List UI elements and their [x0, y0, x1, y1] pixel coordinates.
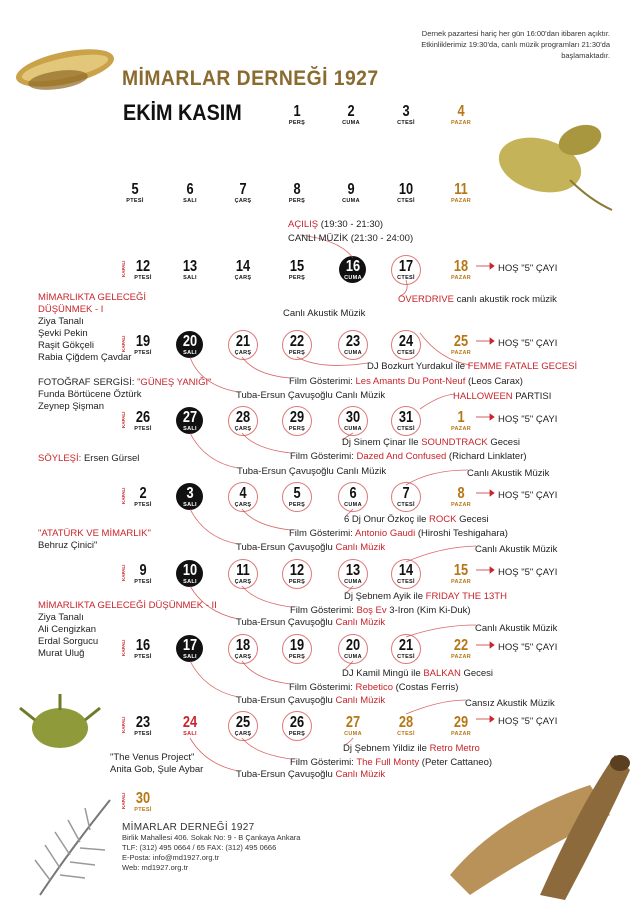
weekday-label: CTESİ: [397, 120, 415, 126]
event-text: Dj Şebnem Yildiz ile Retro Metro: [343, 743, 480, 754]
event-text: Tuba-Ersun Çavuşoğlu Canlı Müzik: [236, 695, 386, 706]
weekday-label: ÇARŞ: [234, 198, 252, 204]
calendar-day: [391, 103, 421, 127]
day-number: 2: [139, 485, 147, 502]
event-text: Film Gösterimi: Rebetico (Costas Ferris): [289, 682, 459, 693]
weekday-label: PTESİ: [134, 502, 152, 508]
weekday-label: CTESİ: [397, 350, 415, 356]
weekday-label: PAZAR: [450, 120, 472, 126]
event-text: Cansız Akustik Müzik: [465, 698, 555, 709]
weekday-label: CTESİ: [397, 731, 415, 737]
day-number: 30: [345, 409, 361, 426]
day-number: 23: [135, 714, 151, 731]
closed-label: KAPALI: [121, 716, 126, 733]
weekday-label: PERŞ: [288, 350, 306, 356]
section-line: "The Venus Project": [110, 752, 195, 763]
tea-event-label: HOŞ "5" ÇAYI: [498, 642, 558, 653]
footer-name: MİMARLAR DERNEĞİ 1927: [122, 822, 255, 833]
notice-line-3: başlamaktadır.: [561, 51, 610, 60]
weekday-label: PERŞ: [288, 579, 306, 585]
event-text: CANLI MÜZİK (21:30 - 24:00): [288, 233, 414, 244]
day-number: 17: [182, 637, 198, 654]
weekday-label: PTESİ: [134, 350, 152, 356]
event-text: Tuba-Ersun Çavuşoğlu Canlı Müzik: [237, 466, 387, 477]
weekday-label: PAZAR: [450, 579, 472, 585]
weekday-label: ÇARŞ: [234, 426, 252, 432]
day-number: 15: [289, 258, 305, 275]
day-number: 20: [345, 637, 361, 654]
closed-label: KAPALI: [121, 260, 126, 277]
day-number: 8: [457, 485, 465, 502]
section-line: Erdal Sorgucu: [38, 636, 99, 647]
weekday-label: CUMA: [344, 731, 362, 737]
weekday-label: PAZAR: [450, 426, 472, 432]
event-text: Film Gösterimi: The Full Monty (Peter Cattaneo): [290, 757, 493, 768]
weekday-label: CTESİ: [397, 579, 415, 585]
tea-event-label: HOŞ "5" ÇAYI: [498, 716, 558, 727]
day-number: 14: [235, 258, 251, 275]
weekday-label: PTESİ: [134, 654, 152, 660]
footer-phone: TLF: (312) 495 0664 / 65 FAX: (312) 495 0666: [122, 843, 277, 852]
weekday-label: ÇARŞ: [234, 502, 252, 508]
calendar-day: [228, 562, 258, 586]
event-text: Canlı Akustik Müzik: [283, 308, 366, 319]
weekday-label: PTESİ: [134, 579, 152, 585]
closed-label: KAPALI: [121, 792, 126, 809]
page-title: MİMARLAR DERNEĞİ 1927: [122, 67, 379, 90]
weekday-label: PERŞ: [288, 654, 306, 660]
day-number: 10: [398, 181, 414, 198]
calendar-day: [338, 409, 368, 433]
calendar-day: [336, 181, 366, 205]
event-text: Dj Şebnem Ayik ile FRIDAY THE 13TH: [344, 591, 507, 602]
day-number: 19: [135, 333, 151, 350]
section-line: Ali Cengizkan: [38, 624, 97, 635]
calendar-day: [391, 409, 421, 433]
day-number: 28: [235, 409, 251, 426]
weekday-label: CUMA: [342, 120, 360, 126]
closed-label: KAPALI: [121, 487, 126, 504]
day-number: 5: [131, 181, 139, 198]
program-section: [38, 453, 139, 465]
calendar-day: [175, 258, 205, 282]
event-text: Film Gösterimi: Antonio Gaudi (Hiroshi Teshigahara): [289, 528, 508, 539]
day-number: 31: [398, 409, 414, 426]
day-number: 18: [453, 258, 469, 275]
calendar-day: [175, 181, 205, 205]
day-number: 22: [453, 637, 469, 654]
section-line: MİMARLIKTA GELECEĞİ: [38, 292, 147, 303]
notice-line-2: Etkinliklerimiz 19:30'da, canlı müzik programları 21:30'da: [421, 40, 610, 49]
weekday-label: CUMA: [344, 350, 362, 356]
day-number: 11: [236, 562, 250, 579]
day-number: 4: [457, 103, 465, 120]
weekday-label: PTESİ: [134, 731, 152, 737]
event-text: Canlı Akustik Müzik: [467, 468, 550, 479]
weekday-label: PTESİ: [126, 198, 144, 204]
weekday-label: PAZAR: [450, 350, 472, 356]
day-number: 29: [289, 409, 305, 426]
calendar-day: [128, 485, 158, 509]
day-number: 15: [453, 562, 469, 579]
closed-label: KAPALI: [121, 639, 126, 656]
calendar-day: [175, 714, 205, 738]
day-number: 27: [345, 714, 361, 731]
footer: [122, 823, 300, 873]
event-text: Canlı Akustik Müzik: [475, 623, 558, 634]
footer-address: Birlik Mahallesi 406. Sokak No: 9 - B Çankaya Ankara: [122, 833, 301, 842]
calendar-day: [282, 258, 312, 282]
calendar-day: [228, 258, 258, 282]
day-number: 25: [453, 333, 469, 350]
section-line: FOTOĞRAF SERGİSİ: "GÜNEŞ YANIĞI": [38, 377, 212, 388]
day-number: 21: [235, 333, 251, 350]
weekday-label: CUMA: [344, 275, 362, 281]
calendar-day: [228, 409, 258, 433]
day-number: 14: [398, 562, 414, 579]
calendar-day: [120, 181, 150, 205]
day-number: 25: [235, 714, 251, 731]
event-text: Tuba-Ersun Çavuşoğlu Canlı Müzik: [236, 390, 386, 401]
event-text: HALLOWEEN PARTISI: [453, 391, 552, 402]
day-number: 26: [289, 714, 305, 731]
day-number: 2: [347, 103, 355, 120]
notice-line-1: Dernek pazartesi hariç her gün 16:00'dan itibaren açıktır.: [421, 29, 610, 38]
day-number: 30: [135, 790, 151, 807]
calendar-day: [391, 333, 421, 357]
weekday-label: SALI: [183, 654, 197, 660]
closed-label: KAPALI: [121, 335, 126, 352]
section-line: Ziya Tanalı: [38, 316, 84, 327]
calendar-day: [338, 714, 368, 738]
calendar-day: [446, 103, 476, 127]
event-text: Tuba-Ersun Çavuşoğlu Canlı Müzik: [236, 542, 386, 553]
section-line: Raşit Gökçeli: [38, 340, 94, 351]
section-line: DÜŞÜNMEK - I: [38, 304, 104, 315]
calendar-day: [391, 181, 421, 205]
weekday-label: PERŞ: [288, 731, 306, 737]
event-text: Film Gösterimi: Dazed And Confused (Richard Linklater): [290, 451, 527, 462]
day-number: 12: [289, 562, 305, 579]
day-number: 27: [182, 409, 198, 426]
weekday-label: CUMA: [344, 502, 362, 508]
calendar-day: [391, 714, 421, 738]
calendar-day: [338, 258, 368, 282]
calendar-day: [446, 333, 476, 357]
event-text: Film Gösterimi: Boş Ev 3-Iron (Kim Ki-Duk): [290, 605, 471, 616]
footer-email[interactable]: E-Posta: info@md1927.org.tr: [122, 853, 220, 862]
event-text: AÇILIŞ (19:30 - 21:30): [288, 219, 384, 230]
section-line: Rabia Çiğdem Çavdar: [38, 352, 132, 363]
closed-label: KAPALI: [121, 411, 126, 428]
day-number: 23: [345, 333, 361, 350]
weekday-label: PAZAR: [450, 731, 472, 737]
day-number: 16: [345, 258, 361, 275]
day-number: 24: [182, 714, 198, 731]
calendar-day: [282, 409, 312, 433]
weekday-label: PAZAR: [450, 502, 472, 508]
tea-event-label: HOŞ "5" ÇAYI: [498, 263, 558, 274]
calendar-day: [228, 714, 258, 738]
calendar-day: [228, 181, 258, 205]
weekday-label: SALI: [183, 579, 197, 585]
weekday-label: PERŞ: [288, 198, 306, 204]
event-text: DJ Bozkurt Yurdakul ile FEMME FATALE GECESİ: [367, 361, 578, 372]
weekday-label: ÇARŞ: [234, 275, 252, 281]
weekday-label: ÇARŞ: [234, 579, 252, 585]
day-number: 10: [182, 562, 198, 579]
weekday-label: PERŞ: [288, 426, 306, 432]
section-line: Funda Börtücene Öztürk: [38, 389, 142, 400]
calendar-day: [282, 181, 312, 205]
calendar-day: [391, 485, 421, 509]
calendar-day: [175, 333, 205, 357]
weekday-label: PERŞ: [288, 120, 306, 126]
weekday-label: CUMA: [344, 579, 362, 585]
calendar-day: [446, 485, 476, 509]
weekday-label: ÇARŞ: [234, 654, 252, 660]
section-line: Murat Uluğ: [38, 648, 85, 659]
event-text: Tuba-Ersun Çavuşoğlu Canlı Müzik: [236, 769, 386, 780]
weekday-label: SALI: [183, 426, 197, 432]
weekday-label: CTESİ: [397, 198, 415, 204]
day-number: 21: [398, 637, 414, 654]
program-section: [38, 377, 212, 413]
day-number: 28: [398, 714, 414, 731]
calendar-day: [175, 485, 205, 509]
tea-event-label: HOŞ "5" ÇAYI: [498, 567, 558, 578]
day-number: 4: [239, 485, 247, 502]
day-number: 16: [135, 637, 151, 654]
section-line: SÖYLEŞİ: Ersen Gürsel: [38, 453, 140, 464]
section-line: "ATATÜRK VE MİMARLIK": [38, 528, 151, 539]
calendar-day: [228, 637, 258, 661]
weekday-label: SALI: [183, 198, 197, 204]
day-number: 19: [289, 637, 305, 654]
weekday-label: CTESİ: [397, 275, 415, 281]
day-number: 6: [186, 181, 194, 198]
weekday-label: CTESİ: [397, 502, 415, 508]
calendar-day: [282, 485, 312, 509]
event-text: Tuba-Ersun Çavuşoğlu Canlı Müzik: [236, 617, 386, 628]
program-section: [38, 292, 146, 364]
day-number: 24: [398, 333, 414, 350]
tea-event-label: HOŞ "5" ÇAYI: [498, 414, 558, 425]
program-section: [38, 528, 151, 552]
weekday-label: CTESİ: [397, 654, 415, 660]
day-number: 5: [293, 485, 301, 502]
day-number: 17: [398, 258, 414, 275]
event-text: OVERDRIVE canlı akustik rock müzik: [398, 294, 557, 305]
calendar-day: [446, 562, 476, 586]
day-number: 7: [239, 181, 247, 198]
calendar-day: [282, 637, 312, 661]
event-text: 6 Dj Onur Özkoç ile ROCK Gecesi: [344, 514, 489, 525]
weekday-label: CUMA: [342, 198, 360, 204]
calendar-day: [446, 714, 476, 738]
section-line: MİMARLIKTA GELECEĞİ DÜŞÜNMEK - II: [38, 600, 217, 611]
calendar-day: [391, 562, 421, 586]
tea-event-label: HOŞ "5" ÇAYI: [498, 490, 558, 501]
calendar-day: [446, 181, 476, 205]
weekday-label: PAZAR: [450, 198, 472, 204]
weekday-label: SALI: [183, 350, 197, 356]
weekday-label: CTESİ: [397, 426, 415, 432]
calendar-day: [282, 562, 312, 586]
tea-event-label: HOŞ "5" ÇAYI: [498, 338, 558, 349]
weekday-label: PERŞ: [288, 275, 306, 281]
day-number: 13: [182, 258, 198, 275]
weekday-label: PAZAR: [450, 654, 472, 660]
section-line: Ziya Tanalı: [38, 612, 84, 623]
weekday-label: SALI: [183, 502, 197, 508]
weekday-label: ÇARŞ: [234, 731, 252, 737]
event-text: DJ Kamil Mingü ile BALKAN Gecesi: [342, 668, 494, 679]
calendar-day: [391, 637, 421, 661]
day-number: 1: [293, 103, 301, 120]
day-number: 29: [453, 714, 469, 731]
day-number: 20: [182, 333, 198, 350]
day-number: 3: [186, 485, 194, 502]
calendar-day: [391, 258, 421, 282]
day-number: 22: [289, 333, 305, 350]
months-heading: EKİM KASIM: [123, 100, 242, 125]
event-text: Film Gösterimi: Les Amants Du Pont-Neuf (Leos Carax): [289, 376, 523, 387]
event-text: Canlı Akustik Müzik: [475, 544, 558, 555]
section-line: Anita Gob, Şule Aybar: [110, 764, 204, 775]
weekday-label: PTESİ: [134, 807, 152, 813]
calendar-day: [446, 258, 476, 282]
day-number: 8: [293, 181, 301, 198]
weekday-label: SALI: [183, 731, 197, 737]
day-number: 3: [402, 103, 410, 120]
section-line: Şevki Pekin: [38, 328, 88, 339]
calendar-day: [228, 485, 258, 509]
calendar-day: [338, 333, 368, 357]
calendar-day: [338, 637, 368, 661]
calendar-day: [282, 714, 312, 738]
calendar-day: [338, 485, 368, 509]
weekday-label: SALI: [183, 275, 197, 281]
calendar-day: [175, 562, 205, 586]
calendar-day: [128, 258, 158, 282]
weekday-label: CUMA: [344, 654, 362, 660]
calendar-day: [338, 562, 368, 586]
weekday-label: CUMA: [344, 426, 362, 432]
section-line: Behruz Çinici": [38, 540, 98, 551]
calendar-day: [228, 333, 258, 357]
weekday-label: PTESİ: [134, 275, 152, 281]
day-number: 6: [349, 485, 357, 502]
calendar-day: [282, 103, 312, 127]
calendar-day: [128, 562, 158, 586]
footer-web[interactable]: Web: md1927.org.tr: [122, 863, 189, 872]
calendar-day: [282, 333, 312, 357]
weekday-label: PERŞ: [288, 502, 306, 508]
day-number: 26: [135, 409, 151, 426]
day-number: 9: [139, 562, 147, 579]
day-number: 7: [402, 485, 410, 502]
closed-label: KAPALI: [121, 564, 126, 581]
calendar-day: [128, 790, 158, 814]
day-number: 18: [235, 637, 251, 654]
day-number: 13: [345, 562, 361, 579]
day-number: 11: [454, 181, 468, 198]
section-line: Zeynep Şişman: [38, 401, 105, 412]
calendar-day: [336, 103, 366, 127]
day-number: 12: [135, 258, 151, 275]
weekday-label: PTESİ: [134, 426, 152, 432]
day-number: 1: [457, 409, 465, 426]
weekday-label: ÇARŞ: [234, 350, 252, 356]
program-section: [110, 752, 203, 776]
event-text: Dj Sinem Çinar Ile SOUNDTRACK Gecesi: [342, 437, 520, 448]
calendar-day: [128, 714, 158, 738]
calendar-day: [446, 409, 476, 433]
weekday-label: PAZAR: [450, 275, 472, 281]
calendar-day: [446, 637, 476, 661]
program-section: [38, 600, 217, 660]
day-number: 9: [347, 181, 355, 198]
